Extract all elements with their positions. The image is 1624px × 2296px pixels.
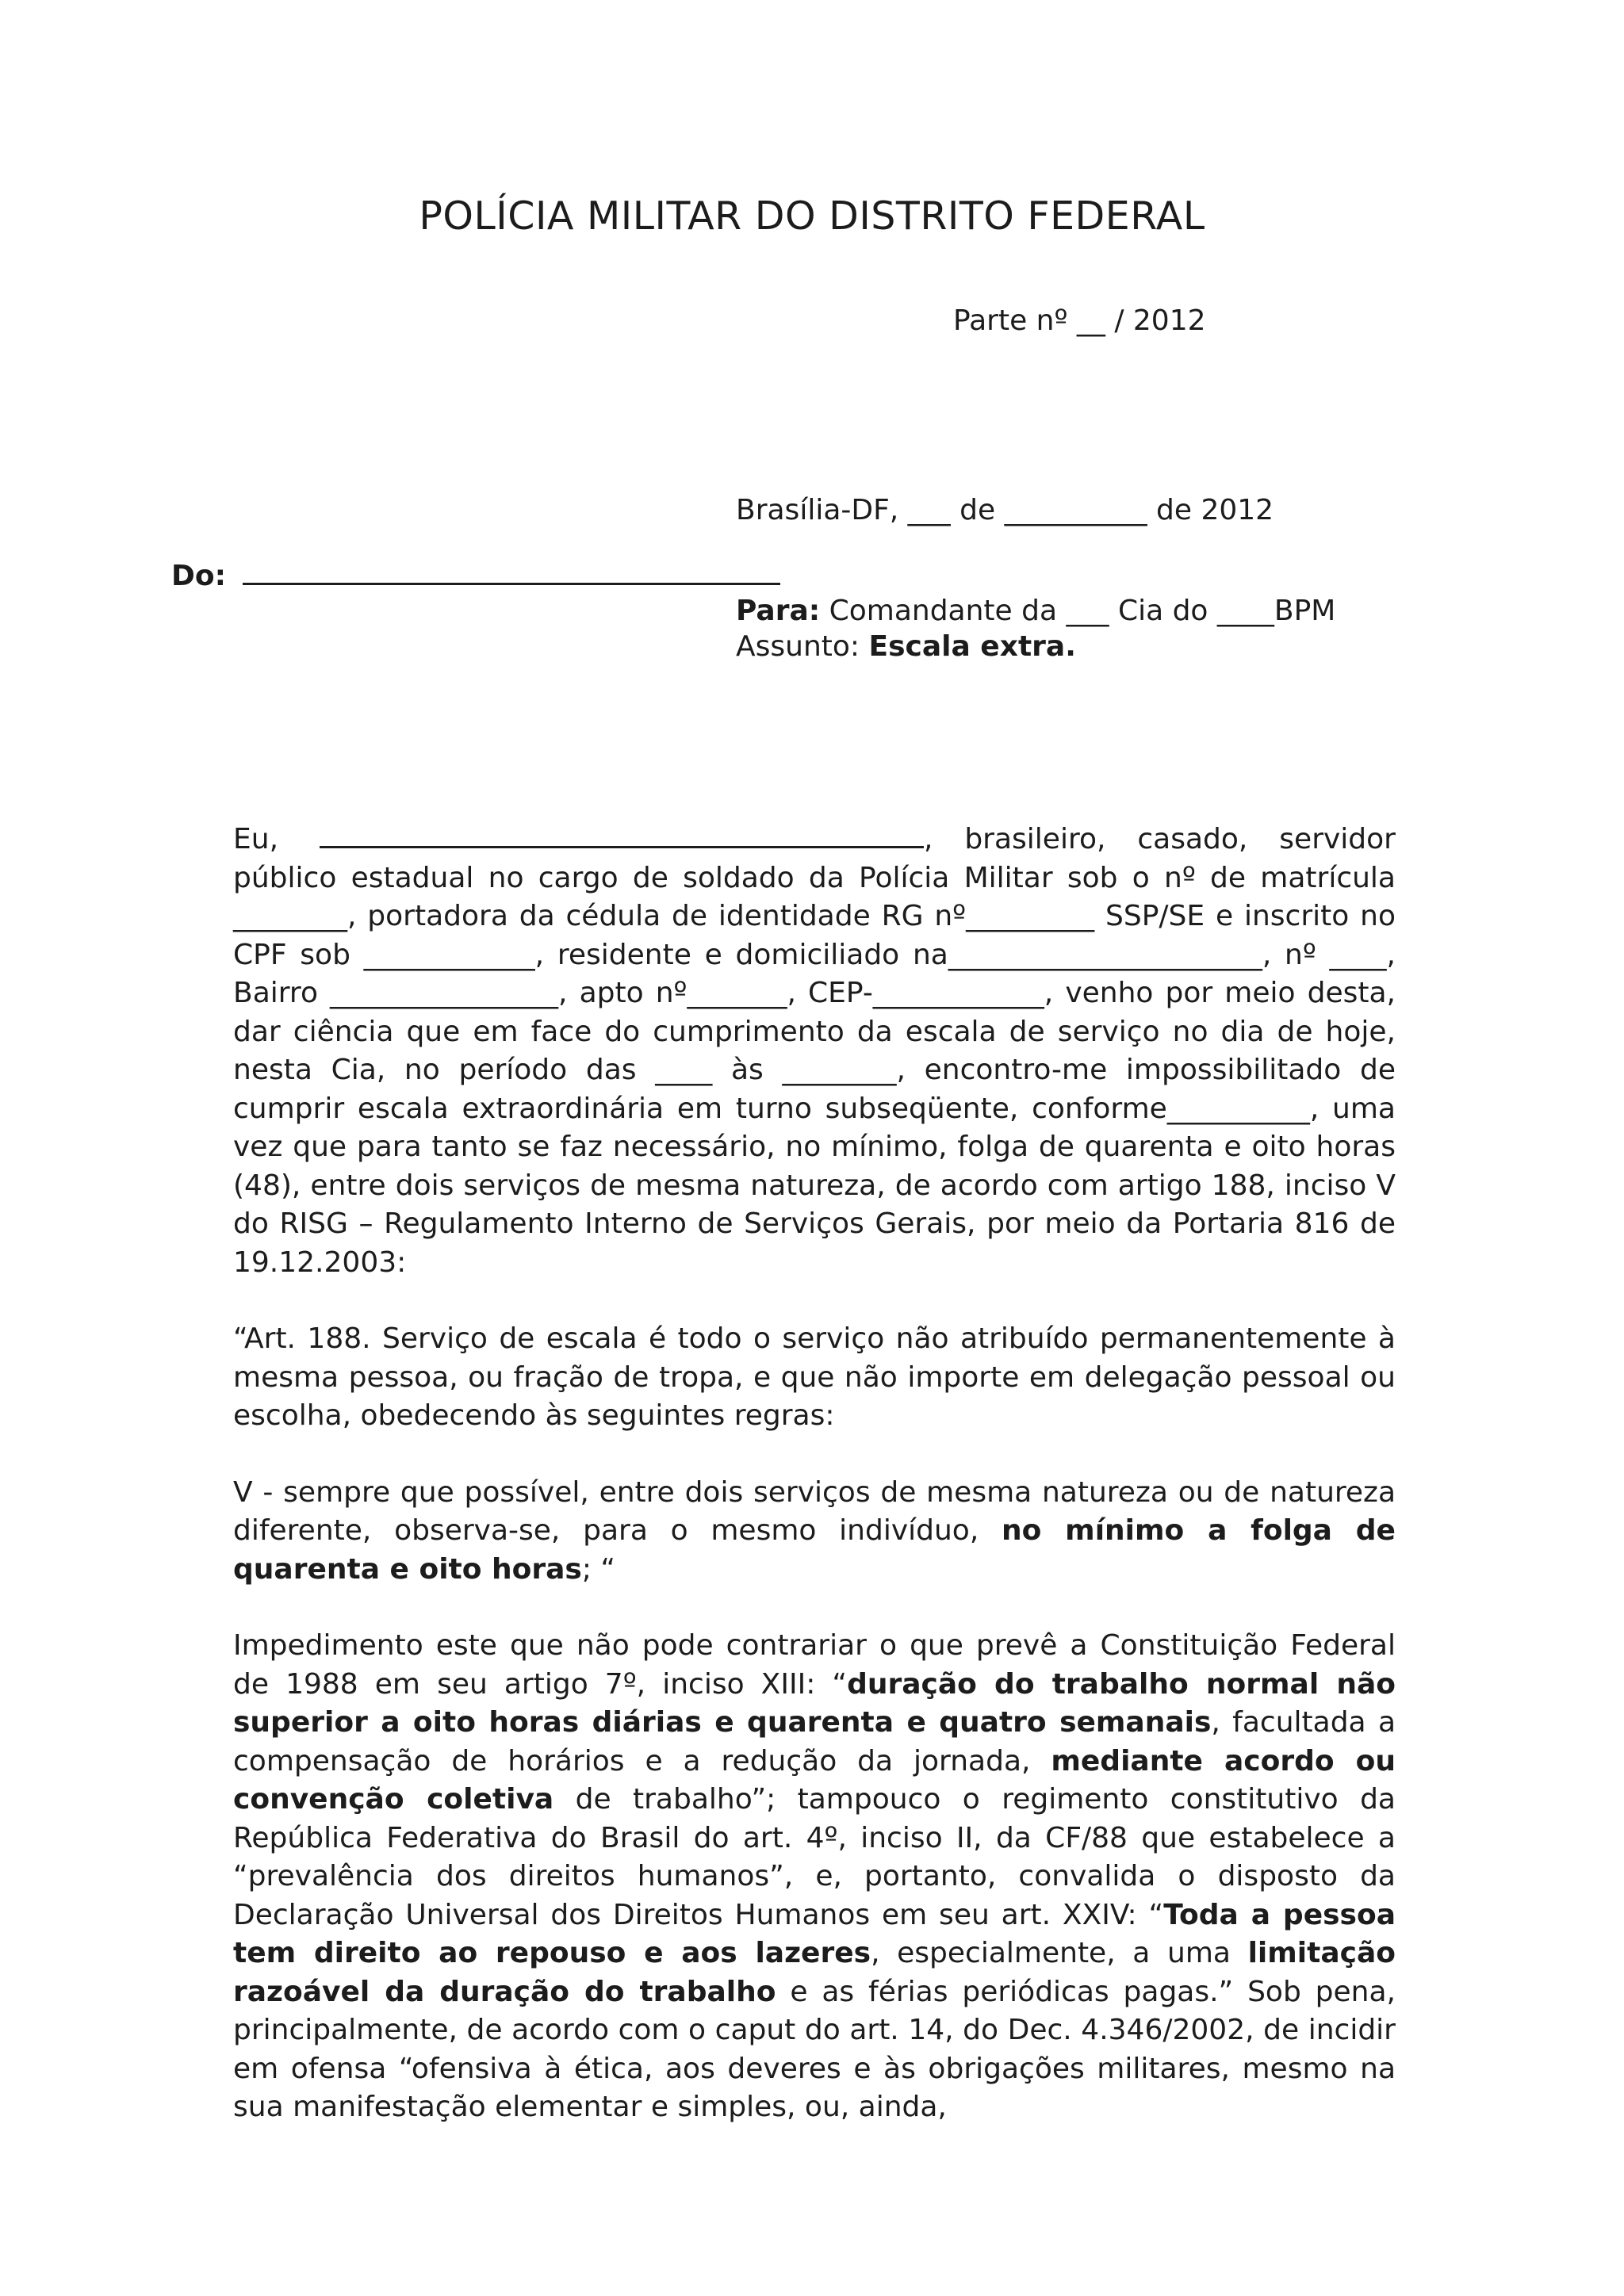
from-blank-line — [243, 559, 780, 585]
parte-number: Parte nº __ / 2012 — [953, 304, 1206, 337]
declaration-text: , brasileiro, casado, servidor público estadual no cargo de soldado da Polícia Militar sob o nº de matrícula ________, portadora da cédula de identidade RG nº_________ SSP/SE e inscrito no CPF sob ____________, residente e domiciliado na______________________, nº ____, Bairro ________________, apto nº_______, CEP-____________, venho por meio desta, dar ciência que em face do cumprimento da escala de serviço no dia de hoje, nesta Cia, no período das ____ às ________, encontro-me impossibilitado de cumprir escala extraordinária em turno subseqüente, conforme__________, uma vez que para tanto se faz necessário, no mínimo, folga de quarenta e oito horas (48), entre dois serviços de mesma natureza, de acordo com artigo 188, inciso V do RISG – Regulamento Interno de Serviços Gerais, por meio da Portaria 816 de 19.12.2003: — [233, 823, 1396, 1279]
constitution-bold-4: limitação razoável da duração do trabalho — [233, 1937, 1396, 2008]
to-value: Comandante da ___ Cia do ____BPM — [820, 595, 1336, 627]
date-line: Brasília-DF, ___ de __________ de 2012 — [736, 494, 1274, 526]
paragraph-inciso-v — [233, 1474, 1396, 1590]
to-label: Para: — [736, 595, 821, 627]
from-field — [171, 559, 780, 592]
constitution-bold-1: duração do trabalho normal não superior a oito horas diárias e quarenta e quatro semanais — [233, 1667, 1396, 1739]
inciso-v-bold: no mínimo a folga de quarenta e oito horas — [233, 1514, 1396, 1586]
subject-value: Escala extra. — [868, 630, 1076, 663]
to-field — [736, 595, 1335, 627]
constitution-text-5: e as férias periódicas pagas.” Sob pena, principalmente, de acordo com o caput do art. 14, do Dec. 4.346/2002, de incidir em ofensa “ofensiva à ética, aos deveres e às obrigações militares, mesmo na sua manifestação elementar e simples, ou, ainda, — [233, 1975, 1396, 2123]
from-label: Do: — [171, 560, 227, 592]
paragraph-declaration — [233, 821, 1396, 1282]
document-title: POLÍCIA MILITAR DO DISTRITO FEDERAL — [419, 193, 1205, 239]
name-blank-line — [320, 822, 924, 848]
document-body — [233, 821, 1396, 2165]
paragraph-constitution — [233, 1627, 1396, 2127]
constitution-text-4: , especialmente, a uma — [871, 1937, 1248, 1969]
declaration-opening: Eu, — [233, 823, 279, 855]
subject-field — [736, 630, 1076, 663]
subject-label: Assunto: — [736, 630, 869, 663]
constitution-text-3: de trabalho”; tampouco o regimento constitutivo da República Federativa do Brasil do art. 4º, inciso II, da CF/88 que estabelece a “prevalência dos direitos humanos”, e, portanto, convalida o disposto da Declaração Universal dos Direitos Humanos em seu art. XXIV: “ — [233, 1783, 1396, 1931]
paragraph-article-188: “Art. 188. Serviço de escala é todo o serviço não atribuído permanentemente à mesma pessoa, ou fração de tropa, e que não importe em delegação pessoal ou escolha, obedecendo às seguintes regras: — [233, 1322, 1396, 1432]
inciso-v-text: V - sempre que possível, entre dois serviços de mesma natureza ou de natureza diferente, observa-se, para o mesmo indivíduo, — [233, 1475, 1396, 1547]
constitution-bold-3: Toda a pessoa tem direito ao repouso e aos lazeres — [233, 1898, 1396, 1969]
constitution-bold-2: mediante acordo ou convenção coletiva — [233, 1744, 1396, 1816]
constitution-text-1: Impedimento este que não pode contrariar o que prevê a Constituição Federal de 1988 em seu artigo 7º, inciso XIII: “ — [233, 1629, 1396, 1701]
inciso-v-end: ; “ — [581, 1552, 616, 1586]
constitution-text-2: , facultada a compensação de horários e a redução da jornada, — [233, 1706, 1396, 1777]
